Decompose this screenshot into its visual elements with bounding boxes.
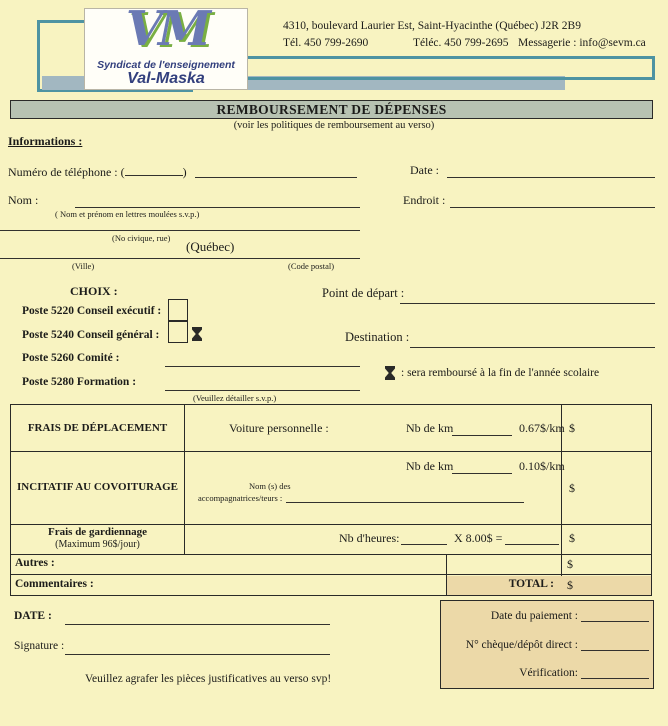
hourglass-icon [385, 366, 395, 380]
signature-line[interactable] [65, 640, 330, 655]
form-subtitle: (voir les politiques de remboursement au verso) [233, 120, 435, 131]
covoiturage-label: INCITATIF AU COVOITURAGE [17, 481, 178, 493]
km-line-1[interactable] [452, 421, 512, 436]
checkbox-conseil-executif[interactable] [168, 299, 188, 322]
detail-hint: (Veuillez détailler s.v.p.) [193, 393, 277, 403]
informations-heading: Informations : [8, 134, 83, 148]
email-address: Messagerie : info@sevm.ca [518, 37, 646, 49]
gardiennage-max-label: (Maximum 96$/jour) [55, 539, 140, 550]
form-title-banner: REMBOURSEMENT DE DÉPENSES [10, 100, 653, 119]
km-label-1: Nb de km [406, 421, 454, 435]
cheque-row [441, 638, 649, 651]
endroit-label: Endroit : [403, 193, 446, 207]
depart-line[interactable] [400, 289, 655, 304]
payment-date-label: Date du paiement : [490, 610, 578, 622]
commentaires-label: Commentaires : [15, 578, 94, 590]
street-line[interactable] [0, 216, 360, 231]
voiture-label: Voiture personnelle : [229, 421, 329, 435]
deplacement-label: FRAIS DE DÉPLACEMENT [27, 422, 168, 434]
hours-line[interactable] [401, 531, 447, 545]
poste-5260-label: Poste 5260 Comité : [22, 352, 120, 364]
name-line[interactable] [75, 193, 360, 208]
date-line[interactable] [447, 163, 655, 178]
table-divider [184, 405, 185, 554]
dollar-sign-4: $ [567, 557, 573, 571]
logo [84, 1, 248, 90]
street-hint: (No civique, rue) [112, 233, 171, 243]
postal-hint: (Code postal) [288, 261, 335, 271]
dollar-sign-3: $ [569, 531, 575, 545]
fax-number: Téléc. 450 799-2695 [413, 37, 509, 49]
city-hint: (Ville) [72, 261, 95, 271]
city-postal-line[interactable] [0, 244, 360, 259]
table-divider [11, 524, 651, 525]
footer-date-label: DATE : [14, 610, 52, 622]
checkbox-conseil-general[interactable] [168, 320, 188, 343]
name-label: Nom : [8, 193, 39, 207]
accompagnateurs-label-2: accompagnatrices/teurs : [198, 493, 524, 503]
phone-number: Tél. 450 799-2690 [283, 37, 369, 49]
rate-2: 0.10$/km [519, 459, 565, 473]
payment-date-row [441, 609, 649, 622]
footer-date-line[interactable] [65, 610, 330, 625]
destination-label: Destination : [345, 330, 410, 344]
hours-label: Nb d'heures: [339, 531, 400, 545]
destination-line[interactable] [410, 333, 655, 348]
expense-table [10, 404, 652, 596]
cheque-label: N° chèque/dépôt direct : [465, 639, 578, 651]
accompagnateurs-line[interactable] [286, 494, 524, 503]
name-hint: ( Nom et prénom en lettres moulées s.v.p.) [55, 209, 200, 219]
province-label: (Québec) [186, 239, 235, 254]
endroit-line[interactable] [450, 193, 655, 208]
verification-label: Vérification: [519, 667, 578, 679]
dollar-sign-1: $ [569, 421, 575, 435]
cheque-line[interactable] [581, 638, 649, 651]
table-divider [11, 554, 651, 555]
phone-line[interactable] [195, 163, 357, 178]
date-label: Date : [410, 163, 439, 177]
vm-monogram: VM [125, 1, 207, 57]
hours-total-line[interactable] [505, 531, 559, 545]
total-label: TOTAL : [508, 578, 554, 590]
hourglass-note: : sera remboursé à la fin de l'année scolaire [401, 367, 600, 379]
choix-heading: CHOIX : [70, 284, 118, 298]
poste-5220-label: Poste 5220 Conseil exécutif : [22, 305, 162, 317]
verification-row [441, 666, 649, 679]
dollar-sign-2: $ [569, 481, 575, 495]
autres-label: Autres : [15, 557, 55, 569]
address-line: 4310, boulevard Laurier Est, Saint-Hyacinthe (Québec) J2R 2B9 [283, 20, 581, 32]
phone-label: Numéro de téléphone : ( ) [8, 165, 187, 179]
signature-label: Signature : [14, 640, 65, 652]
comite-line[interactable] [165, 352, 360, 367]
gardiennage-label: Frais de gardiennage [48, 526, 147, 538]
payment-date-line[interactable] [581, 609, 649, 622]
km-label-2: Nb de km [406, 459, 454, 473]
times-label: X 8.00$ = [454, 531, 503, 545]
accompagnateurs-label-1: Nom (s) des [249, 481, 291, 491]
rate-1: 0.67$/km [519, 421, 565, 435]
dollar-sign-5: $ [567, 578, 573, 592]
phone-area-line[interactable] [125, 163, 183, 176]
staple-note: Veuillez agrafer les pièces justificatives au verso svp! [85, 673, 332, 685]
poste-5280-label: Poste 5280 Formation : [22, 376, 137, 388]
depart-label: Point de départ : [322, 286, 405, 300]
table-divider [11, 451, 651, 452]
hourglass-icon [192, 327, 202, 341]
teal-bar-decoration [200, 56, 655, 80]
formation-line[interactable] [165, 376, 360, 391]
poste-5240-label: Poste 5240 Conseil général : [22, 329, 160, 341]
verification-line[interactable] [581, 666, 649, 679]
km-line-2[interactable] [452, 459, 512, 474]
org-name-line1: Syndicat de l'enseignement [97, 59, 235, 71]
org-name-line2: Val-Maska [127, 70, 205, 87]
payment-box [440, 600, 654, 689]
